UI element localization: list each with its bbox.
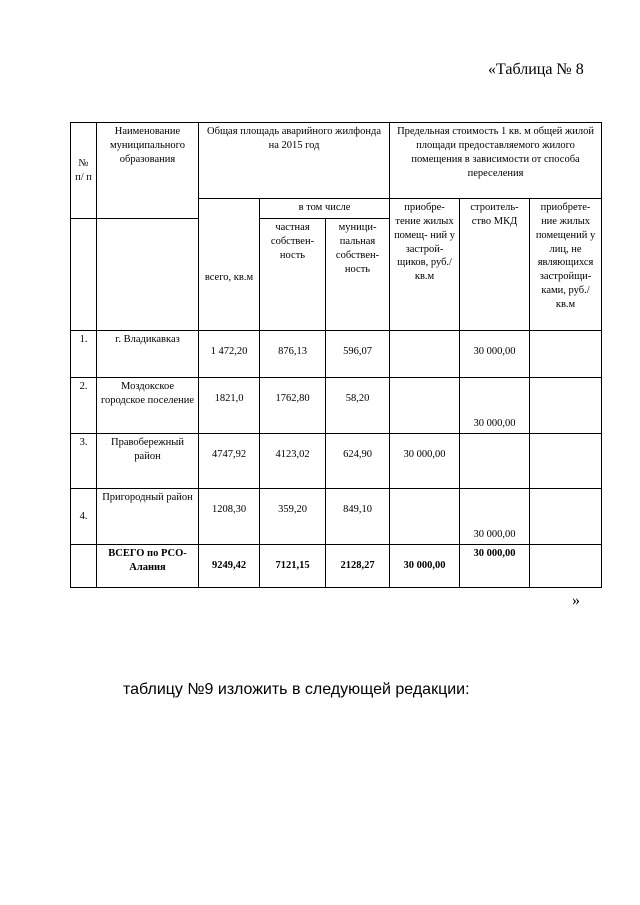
header-cost: Предельная стоимость 1 кв. м общей жилой площади предоставляемого жилого помещения в зависимости от способа переселения [390, 123, 602, 199]
data-table [70, 122, 602, 588]
summary-name: ВСЕГО по РСО-Алания [97, 545, 199, 588]
row-total: 1 472,20 [199, 331, 260, 378]
row-name: Правобережный район [97, 434, 199, 489]
header-in-total: в том числе [260, 199, 390, 219]
row-acq: 30 000,00 [390, 434, 460, 489]
row-acq-non [530, 331, 602, 378]
row-build [460, 434, 530, 489]
header-num-cont [71, 219, 97, 331]
row-acq [390, 378, 460, 434]
header-build: строитель- ство МКД [460, 199, 530, 331]
paragraph-text: таблицу №9 изложить в следующей редакции: [123, 681, 470, 698]
row-build: 30 000,00 [460, 489, 530, 545]
row-total: 1208,30 [199, 489, 260, 545]
header-municipal: муници- пальная собствен- ность [326, 219, 390, 331]
row-acq-non [530, 378, 602, 434]
table-row [71, 434, 602, 489]
summary-total: 9249,42 [199, 545, 260, 588]
closing-quote: » [572, 592, 580, 609]
row-private: 4123,02 [260, 434, 326, 489]
summary-num [71, 545, 97, 588]
header-total: всего, кв.м [199, 199, 260, 331]
header-acq: приобре- тение жилых помещ- ний у застрой- щиков, руб./кв.м [390, 199, 460, 331]
header-area: Общая площадь аварийного жилфонда на 2015 год [199, 123, 390, 199]
row-name: Моздокское городское поселение [97, 378, 199, 434]
row-num: 4. [71, 489, 97, 545]
row-municipal: 624,90 [326, 434, 390, 489]
row-num: 1. [71, 331, 97, 378]
row-municipal: 849,10 [326, 489, 390, 545]
row-build: 30 000,00 [460, 378, 530, 434]
row-build: 30 000,00 [460, 331, 530, 378]
header-name: Наименование муниципального образования [97, 123, 199, 219]
row-acq [390, 489, 460, 545]
summary-private: 7121,15 [260, 545, 326, 588]
summary-row [71, 545, 602, 588]
header-acq-non: приобрете- ние жилых помещений у лиц, не являющихся застройщи- ками, руб./кв.м [530, 199, 602, 331]
table-row [71, 489, 602, 545]
row-num: 2. [71, 378, 97, 434]
summary-build: 30 000,00 [460, 545, 530, 588]
row-private: 1762,80 [260, 378, 326, 434]
header-name-cont [97, 219, 199, 331]
summary-municipal: 2128,27 [326, 545, 390, 588]
header-num: № п/ п [71, 123, 97, 219]
header-private: частная собствен- ность [260, 219, 326, 331]
row-private: 359,20 [260, 489, 326, 545]
row-acq-non [530, 489, 602, 545]
row-municipal: 58,20 [326, 378, 390, 434]
row-total: 4747,92 [199, 434, 260, 489]
summary-acq-non [530, 545, 602, 588]
row-name: Пригородный район [97, 489, 199, 545]
table-row [71, 378, 602, 434]
row-num: 3. [71, 434, 97, 489]
table-title: «Таблица № 8 [488, 61, 584, 78]
summary-acq: 30 000,00 [390, 545, 460, 588]
row-name: г. Владикавказ [97, 331, 199, 378]
row-private: 876,13 [260, 331, 326, 378]
row-municipal: 596,07 [326, 331, 390, 378]
table-row [71, 331, 602, 378]
row-total: 1821,0 [199, 378, 260, 434]
row-acq [390, 331, 460, 378]
row-acq-non [530, 434, 602, 489]
